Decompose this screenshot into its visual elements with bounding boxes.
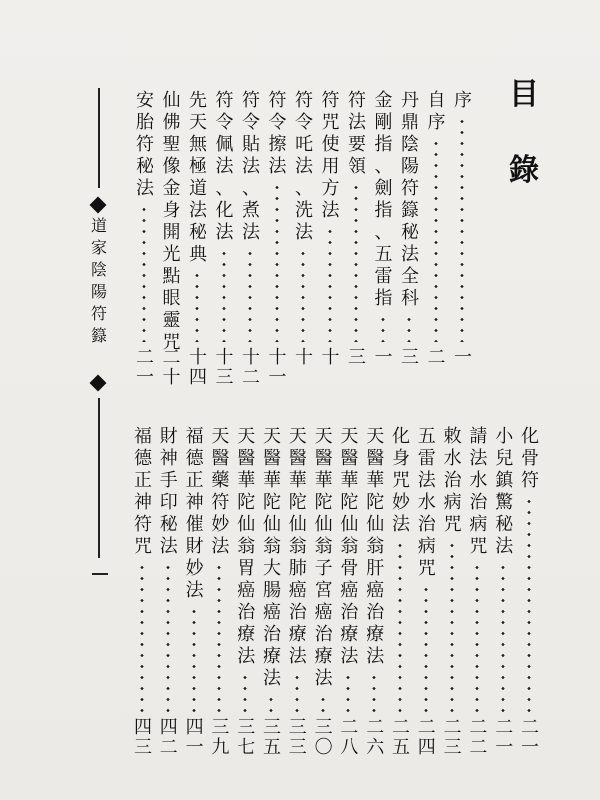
leader-dots	[217, 562, 221, 712]
toc-entry-title: 天 醫 華 陀 仙 翁 肝 癌 治 療 法	[366, 426, 385, 667]
toc-title-char: 目	[509, 77, 539, 112]
toc-page-number: 三 七	[237, 717, 256, 758]
toc-page-number: 二 十	[162, 347, 181, 388]
leader-dots	[275, 182, 279, 342]
leader-dots	[407, 314, 411, 342]
margin-rule	[98, 88, 100, 188]
toc-page-number: 二 六	[366, 717, 385, 758]
toc-entry-title: 符 令 佩 法 、 化 法	[215, 90, 234, 243]
toc-entry-title: 序	[454, 90, 472, 111]
running-head-char: 符	[90, 304, 107, 323]
toc-entry-title: 符 令 擦 法	[268, 90, 287, 177]
leader-dots	[501, 562, 505, 712]
toc-page-number: 二 二	[469, 717, 488, 758]
leader-dots	[398, 540, 402, 712]
leader-dots	[301, 248, 305, 342]
leader-dots	[195, 270, 199, 342]
toc-page-number: 三 九	[211, 717, 230, 758]
toc-page-number: 一	[454, 347, 472, 368]
toc-title-char: 錄	[509, 153, 539, 188]
toc-entry-title: 金 剛 指 、 劍 指 、 五 雷 指	[374, 90, 393, 309]
toc-entry-title: 福 德 正 神 符 咒	[134, 426, 152, 557]
toc-page-number: 二 一	[495, 717, 514, 758]
leader-dots	[434, 138, 438, 342]
leader-dots	[295, 672, 299, 712]
leader-dots	[222, 248, 226, 342]
leader-dots	[527, 496, 531, 712]
toc-page-number: 四 三	[134, 717, 152, 758]
running-head-char: 陰	[90, 260, 107, 279]
toc-entry-title: 符 令 吒 法 、 洗 法	[295, 90, 313, 243]
toc-page-number: 二 一	[136, 347, 154, 388]
toc-entry-title: 天 醫 華 陀 仙 翁 肺 癌 治 療 法	[288, 426, 307, 667]
toc-entry-title: 化 骨 符	[521, 426, 539, 491]
toc-entry-title: 符 令 貼 法 、 煮 法	[242, 90, 260, 243]
toc-page-number: 三 五	[263, 717, 281, 758]
running-head-char: 籙	[90, 326, 107, 345]
toc-page-number: 十 一	[268, 347, 287, 388]
toc-page-number: 二 四	[417, 717, 436, 758]
toc-page-number: 十	[321, 347, 340, 368]
toc-page-number: 三	[348, 347, 366, 368]
toc-entry-title: 天 醫 藥 符 妙 法	[211, 426, 230, 557]
toc-entry-title: 自 序	[427, 90, 446, 133]
leader-dots	[460, 116, 464, 342]
leader-dots	[381, 314, 385, 342]
toc-title	[505, 77, 543, 188]
leader-dots	[346, 672, 350, 712]
toc-page-number: 二 一	[521, 717, 539, 758]
toc-entry-title: 天 醫 華 陀 仙 翁 子 宮 癌 治 療 法	[314, 426, 333, 689]
toc-entry-title: 先 天 無 極 道 法 秘 典	[189, 90, 207, 265]
toc-page-number: 十 二	[242, 347, 260, 388]
running-head-char: 道	[90, 216, 107, 235]
toc-page-number: 三 〇	[314, 717, 333, 758]
toc-page-number: 一	[374, 347, 393, 368]
toc-entry-title: 化 身 咒 妙 法	[392, 426, 410, 535]
toc-page-number: 十 四	[189, 347, 207, 388]
leader-dots	[372, 672, 376, 712]
leader-dots	[140, 562, 144, 712]
toc-page-number: 二	[427, 347, 446, 368]
toc-page-number: 二 三	[443, 717, 462, 758]
toc-page-number: 三 三	[288, 717, 307, 758]
toc-entry-title: 符 法 要 領	[348, 90, 366, 177]
leader-dots	[475, 562, 479, 712]
toc-entry-title: 丹 鼎 陰 陽 符 籙 秘 法 全 科	[401, 90, 419, 309]
margin-rule	[98, 398, 100, 558]
toc-entry-title: 仙 佛 聖 像 金 身 開 光 點 眼 靈 咒	[162, 90, 181, 353]
toc-page-number: 十 三	[215, 347, 234, 388]
running-head	[88, 215, 110, 347]
toc-entry-title: 敕 水 治 病 咒	[443, 426, 462, 535]
toc-page-number: 四 二	[159, 717, 178, 758]
leader-dots	[192, 606, 196, 712]
leader-dots	[269, 694, 273, 712]
running-head-char: 陽	[90, 282, 107, 301]
leader-dots	[328, 226, 332, 342]
toc-entry-title: 小 兒 鎮 驚 秘 法	[495, 426, 514, 557]
running-head-char: 家	[90, 238, 107, 257]
toc-entry-title: 天 醫 華 陀 仙 翁 胃 癌 治 療 法	[237, 426, 256, 667]
leader-dots	[321, 694, 325, 712]
leader-dots	[166, 562, 170, 712]
toc-page-number: 四 一	[185, 717, 204, 758]
leader-dots	[142, 204, 146, 342]
leader-dots	[354, 182, 358, 342]
toc-page-number: 三	[401, 347, 419, 368]
toc-entry-title: 五 雷 法 水 治 病 咒	[417, 426, 436, 579]
diamond-ornament	[90, 197, 107, 214]
toc-entry-title: 符 咒 使 用 方 法	[321, 90, 340, 221]
leader-dots	[450, 540, 454, 712]
leader-dots	[424, 584, 428, 712]
toc-entry-title: 請 法 水 治 病 咒	[469, 426, 488, 557]
toc-page-number: 二 五	[392, 717, 410, 758]
toc-entry-title: 福 德 正 神 催 財 妙 法	[185, 426, 204, 601]
toc-page-number: 十	[295, 347, 313, 368]
toc-page-number: 二 八	[340, 717, 359, 758]
toc-entry-title: 天 醫 華 陀 仙 翁 大 腸 癌 治 療 法	[263, 426, 281, 689]
page-number-mark	[92, 573, 108, 575]
toc-entry-title: 財 神 手 印 秘 法	[159, 426, 178, 557]
leader-dots	[248, 248, 252, 342]
diamond-ornament	[90, 375, 107, 392]
leader-dots	[243, 672, 247, 712]
toc-entry-title: 安 胎 符 秘 法	[136, 90, 154, 199]
toc-entry-title: 天 醫 華 陀 仙 翁 骨 癌 治 療 法	[340, 426, 359, 667]
